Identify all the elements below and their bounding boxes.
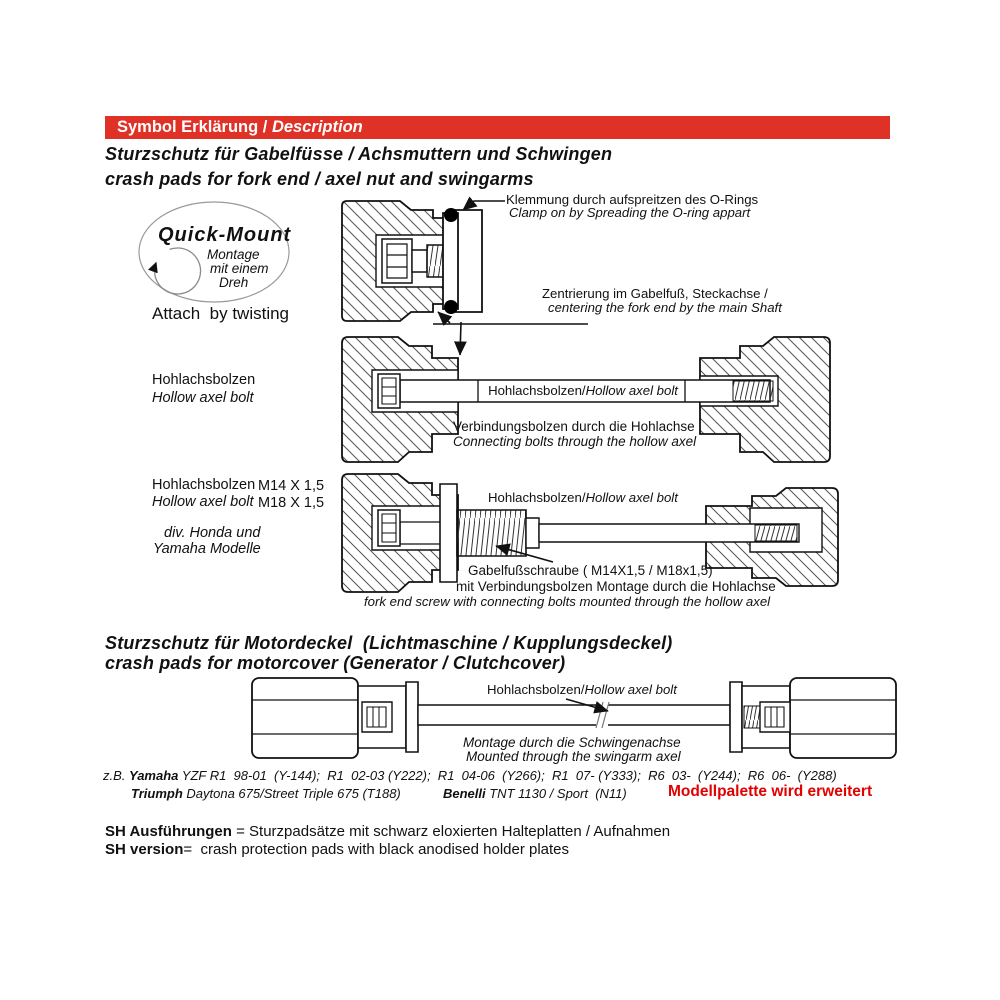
quick-mount-note-3: Dreh <box>219 275 249 290</box>
right-cover-pad <box>790 678 896 758</box>
model-list-benelli: Benelli TNT 1130 / Sport (N11) <box>443 786 627 801</box>
section1-heading-de: Sturzschutz für Gabelfüsse / Achsmuttern und Schwingen <box>105 144 613 164</box>
row3-models-note-2: Yamaha Modelle <box>153 541 261 557</box>
bolt-shaft <box>412 250 427 272</box>
klemmung-label-en: Clamp on by Spreading the O-ring appart <box>509 205 751 220</box>
row2-below-en: Connecting bolts through the hollow axel <box>453 434 697 449</box>
hollow-axle-bolt <box>418 705 730 725</box>
quick-mount-note-2: mit einem <box>210 261 269 276</box>
thread-engagement <box>744 706 760 728</box>
fork-end-oring-diagram <box>340 198 490 324</box>
holder-plate <box>440 484 457 582</box>
section-title-bar <box>105 116 890 139</box>
section1-heading-en: crash pads for fork end / axel nut and swingarms <box>105 169 534 189</box>
section2-below-en: Mounted through the swingarm axel <box>466 749 681 764</box>
thread-engagement <box>755 525 797 541</box>
sh-note-line2: SH version= crash protection pads with black anodised holder plates <box>105 841 570 858</box>
sh-note-line1: SH Ausführungen = Sturzpadsätze mit schwarz eloxierten Halteplatten / Aufnahmen <box>105 823 671 840</box>
title-en: Description <box>271 118 363 136</box>
section2-heading-en: crash pads for motorcover (Generator / Clutchcover) <box>105 653 566 673</box>
row2-below-de: Verbindungsbolzen durch die Hohlachse <box>453 419 695 434</box>
quick-mount-title: Quick-Mount <box>158 224 292 246</box>
quick-mount-note-1: Montage <box>207 247 260 262</box>
o-ring-top <box>444 208 458 222</box>
right-flange <box>730 682 742 752</box>
model-list-line1: z.B. Yamaha YZF R1 98-01 (Y-144); R1 02-03 (Y222); R1 04-06 (Y266); R1 07- (Y333); R6 03- (Y244); R6 06- (Y288) <box>103 768 837 783</box>
section2-below-de: Montage durch die Schwingenachse <box>463 735 681 750</box>
left-cover-pad <box>252 678 358 758</box>
klemmung-label-de: Klemmung durch aufspreitzen des O-Rings <box>506 192 759 207</box>
model-list-triumph: Triumph Daytona 675/Street Triple 675 (T188) <box>131 786 401 801</box>
section2-shaft-label: Hohlachsbolzen/Hollow axel bolt <box>487 682 677 697</box>
o-ring-bottom <box>444 300 458 314</box>
row3-screw-de-2: mit Verbindungsbolzen Montage durch die Hohlachse <box>456 579 776 594</box>
brand-benelli: Benelli <box>443 786 486 801</box>
row3-shaft-label: Hohlachsbolzen/Hollow axel bolt <box>488 490 678 505</box>
model-palette-notice: Modellpalette wird erweitert <box>668 783 873 800</box>
zentrierung-label-de: Zentrierung im Gabelfuß, Steckachse / <box>542 286 768 301</box>
row2-side-label-en: Hollow axel bolt <box>152 390 254 406</box>
row2-shaft-label: Hohlachsbolzen/Hollow axel bolt <box>488 383 678 398</box>
thread-engagement <box>733 381 773 401</box>
clamp-plate <box>443 213 458 309</box>
brand-yamaha: Yamaha <box>129 768 179 783</box>
row3-side-label-de: Hohlachsbolzen <box>152 477 256 493</box>
brand-triumph: Triumph <box>131 786 183 801</box>
row3-models-note-1: div. Honda und <box>164 525 261 541</box>
row3-screw-en: fork end screw with connecting bolts mounted through the hollow axel <box>364 594 771 609</box>
zentrierung-label-en: centering the fork end by the main Shaft <box>548 300 782 315</box>
row2-side-label-de: Hohlachsbolzen <box>152 372 256 388</box>
section2-heading-de: Sturzschutz für Motordeckel (Lichtmaschine / Kupplungsdeckel) <box>105 633 673 653</box>
rotate-arrow-icon <box>155 248 201 294</box>
title-de: Symbol Erklärung / <box>117 118 272 136</box>
quick-mount-caption: Attach by twisting <box>152 304 290 323</box>
row3-size-2: M18 X 1,5 <box>258 495 325 511</box>
fork-end-screw-thread <box>457 510 526 556</box>
row3-screw-de-1: Gabelfußschraube ( M14X1,5 / M18x1,5) <box>468 563 713 578</box>
row3-size-1: M14 X 1,5 <box>258 478 325 494</box>
row3-side-label-en: Hollow axel bolt <box>152 494 254 510</box>
left-flange <box>406 682 418 752</box>
